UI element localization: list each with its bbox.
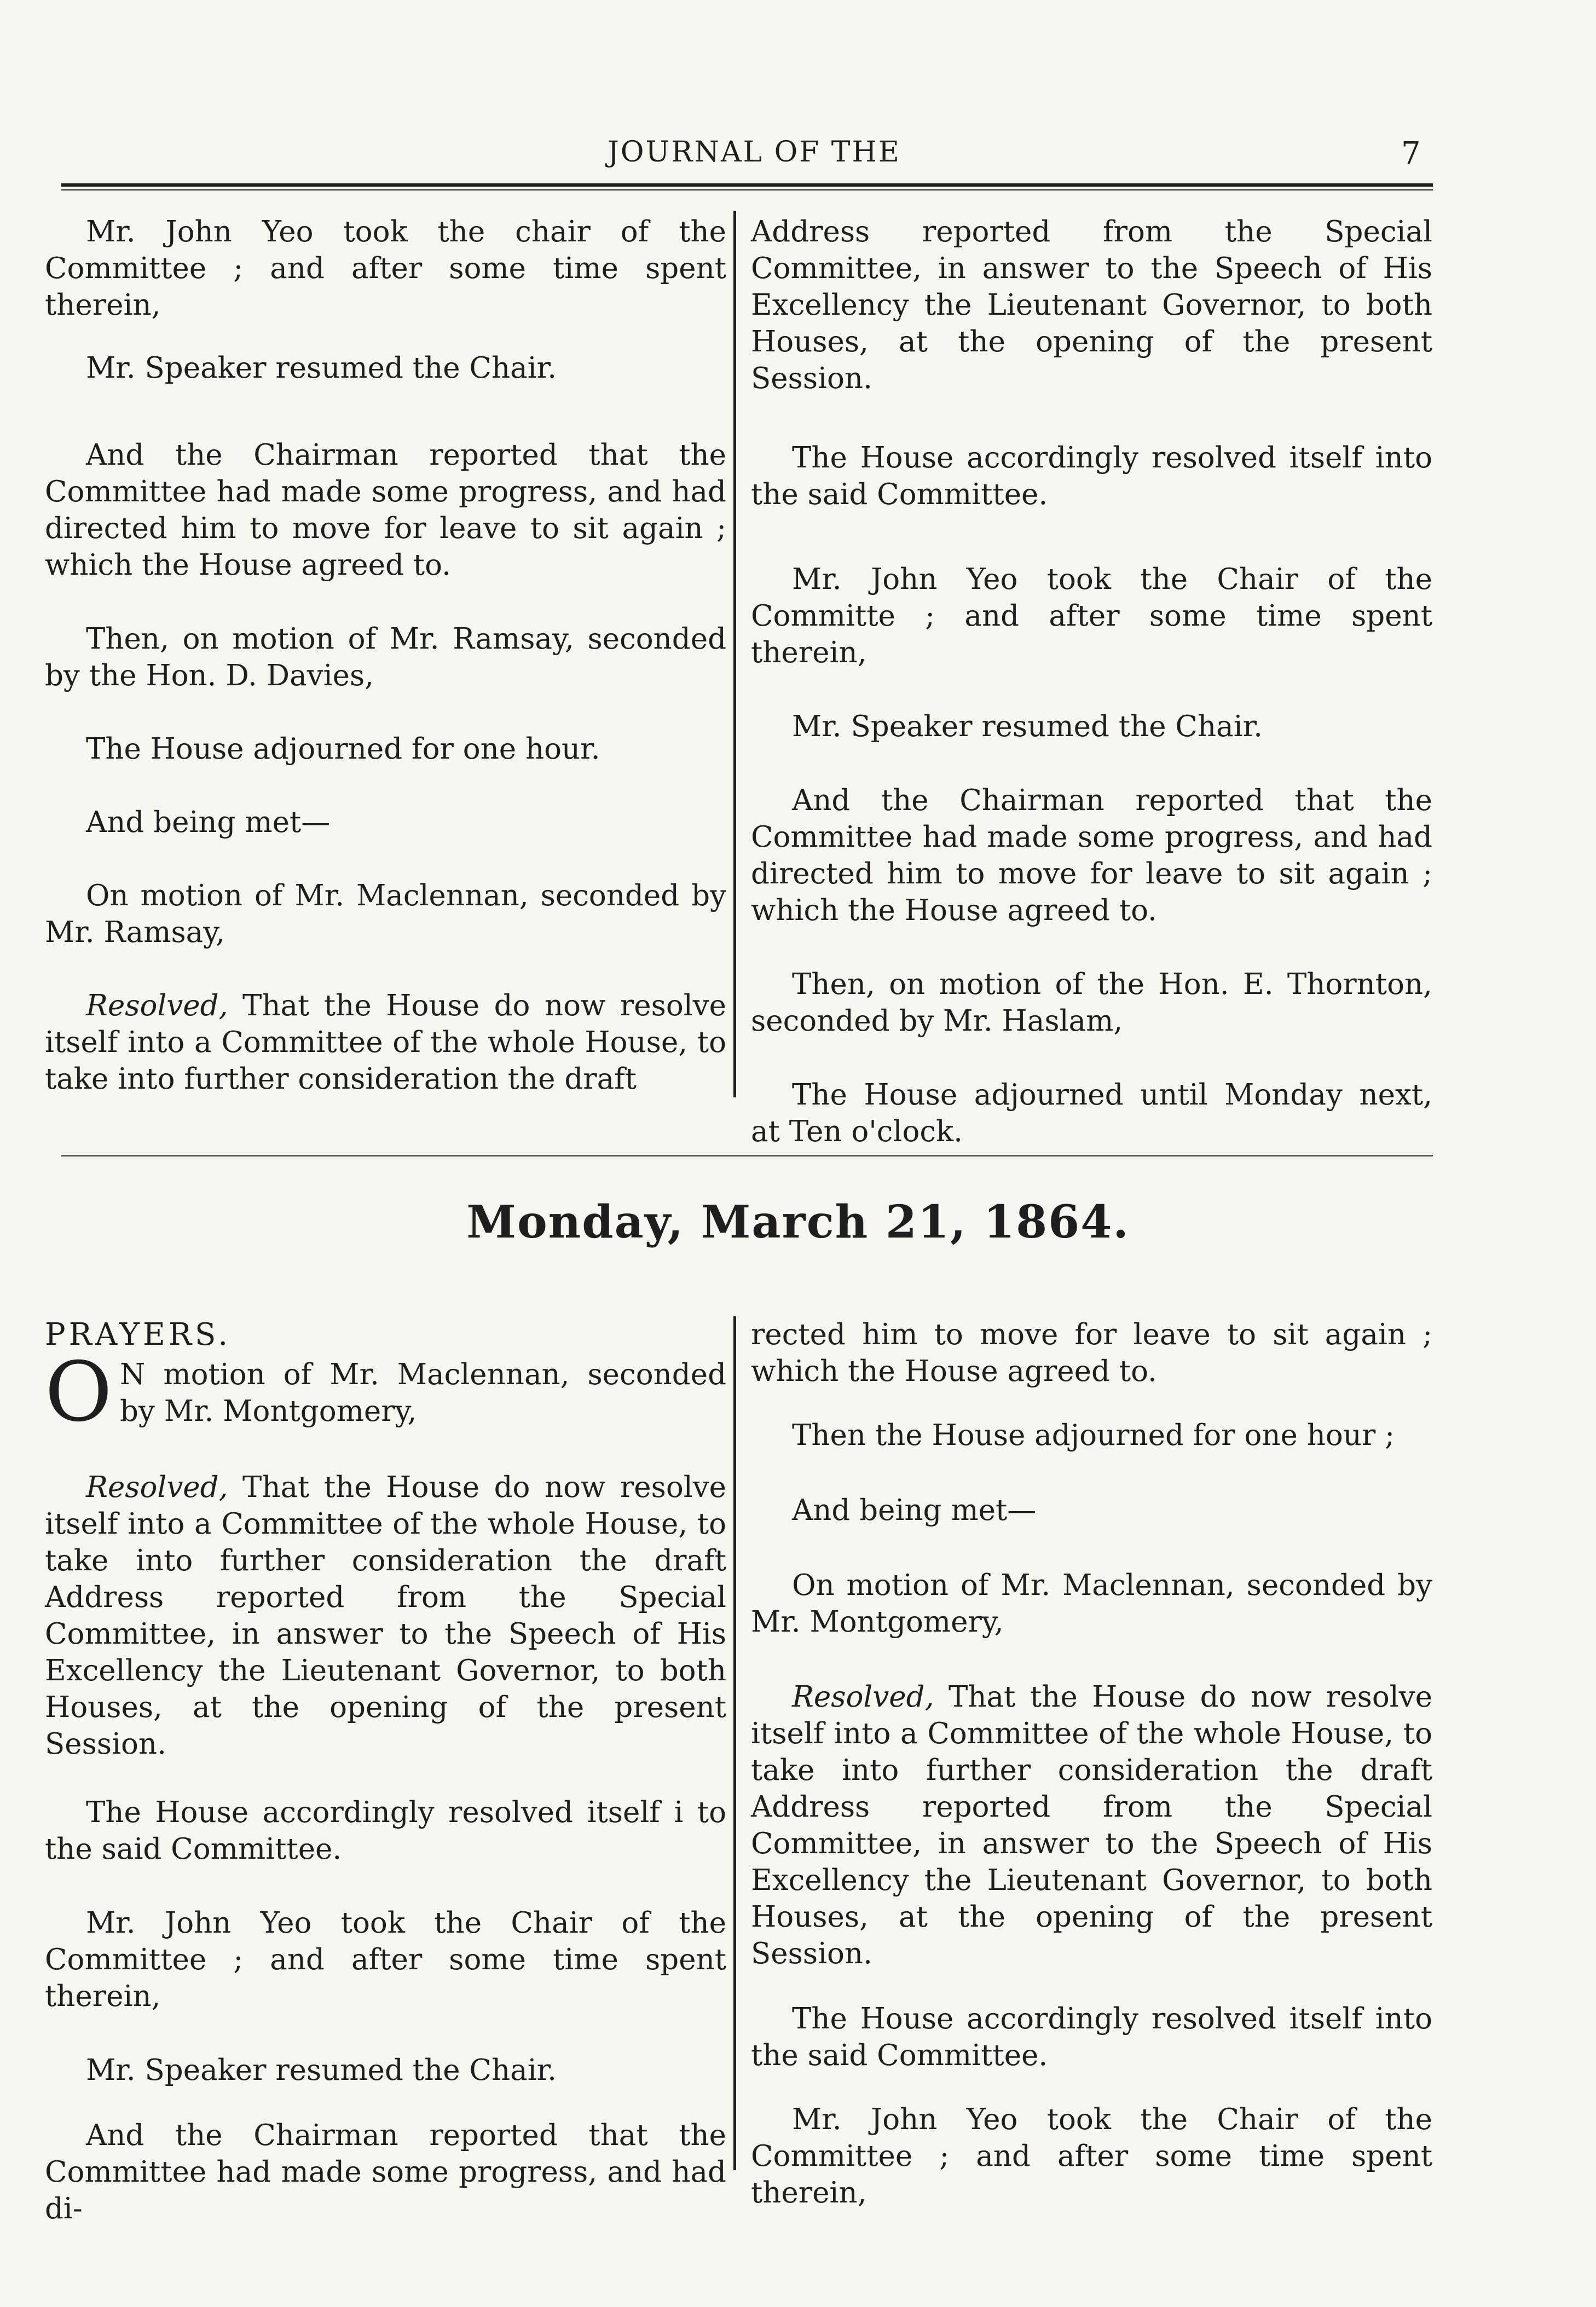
paragraph: Mr. Speaker resumed the Chair. — [86, 2054, 557, 2087]
resolved-lead: Resolved, — [792, 1680, 934, 1714]
paragraph: The House adjourned until Monday next, at Ten o'clock. — [751, 1078, 1432, 1148]
paragraph: The House accordingly resolved itself into the said Committee. — [751, 441, 1432, 511]
running-title: JOURNAL OF THE — [608, 136, 901, 169]
prayers-heading: PRAYERS. — [45, 1317, 232, 1352]
paragraph: Mr. John Yeo took the Chair of the Committee ; and after some time spent therein, — [751, 2103, 1432, 2210]
section2-right-column — [751, 1316, 1432, 2210]
resolved-lead: Resolved, — [86, 989, 228, 1022]
paragraph: And being met— — [86, 806, 331, 839]
paragraph: Mr. John Yeo took the Chair of the Committee ; and after some time spent therein, — [45, 1906, 726, 2013]
drop-cap: O — [45, 1345, 112, 1440]
paragraph: And being met— — [792, 1494, 1037, 1527]
page-header — [0, 136, 1596, 180]
paragraph: Then, on motion of Mr. Ramsay, seconded by the Hon. D. Davies, — [45, 622, 726, 692]
resolved-text: That the House do now resolve itself into a Committee of the whole House, to take into further consideration the draft Address reported from the Special Committee, in answer to the Speech of His Excellency the Lieutenant Governor, to both Houses, at the opening of the present Session. — [751, 1680, 1432, 1970]
paragraph: Then, on motion of the Hon. E. Thornton, seconded by Mr. Haslam, — [751, 968, 1432, 1038]
section-divider-rule — [61, 1155, 1433, 1157]
resolved-text: That the House do now resolve itself into a Committee of the whole House, to take into further consideration the draft Address reported from the Special Committee, in answer to the Speech of His Excellency the Lieutenant Governor, to both Houses, at the opening of the present Session. — [45, 1471, 726, 1761]
paragraph: Address reported from the Special Committee, in answer to the Speech of His Excellency the Lieutenant Governor, to both Houses, at the opening of the present Session. — [751, 215, 1432, 395]
resolved-text: That the House do now resolve itself into a Committee of the whole House, to take into further consideration the draft — [45, 989, 726, 1096]
paragraph: And the Chairman reported that the Committee had made some progress, and had directed him to move for leave to sit again ; which the House agreed to. — [45, 438, 726, 582]
paragraph: And the Chairman reported that the Committee had made some progress, and had di- — [45, 2119, 726, 2225]
paragraph: On motion of Mr. Maclennan, seconded by Mr. Ramsay, — [45, 879, 726, 949]
paragraph: The House adjourned for one hour. — [86, 732, 600, 766]
page-number: 7 — [1401, 136, 1421, 171]
paragraph: Mr. John Yeo took the Chair of the Committe ; and after some time spent therein, — [751, 563, 1432, 669]
paragraph: And the Chairman reported that the Committee had made some progress, and had directed him to move for leave to sit again ; which the House agreed to. — [751, 784, 1432, 927]
resolution-paragraph — [45, 987, 726, 1097]
paragraph: The House accordingly resolved itself into the said Committee. — [751, 2002, 1432, 2072]
date-heading: Monday, March 21, 1864. — [466, 1196, 1130, 1248]
paragraph: rected him to move for leave to sit again ; which the House agreed to. — [751, 1318, 1432, 1388]
resolution-paragraph — [45, 1469, 726, 1762]
column-divider — [733, 1316, 736, 2170]
resolution-paragraph — [751, 1679, 1432, 1972]
section1-left-column — [45, 213, 726, 1100]
resolved-lead: Resolved, — [86, 1471, 228, 1504]
section1-right-column — [751, 213, 1432, 1148]
paragraph-text: N motion of Mr. Maclennan, seconded by Mr. Montgomery, — [119, 1358, 726, 1428]
paragraph: Then the House adjourned for one hour ; — [792, 1419, 1395, 1452]
column-divider — [733, 211, 736, 1097]
paragraph: On motion of Mr. Maclennan, seconded by Mr. Montgomery, — [751, 1569, 1432, 1639]
section2-left-column — [45, 1316, 726, 2225]
paragraph: The House accordingly resolved itself i to the said Committee. — [45, 1796, 726, 1866]
opening-paragraph — [45, 1345, 726, 1440]
paragraph: Mr. John Yeo took the chair of the Committee ; and after some time spent therein, — [45, 215, 726, 322]
header-rule-thin — [61, 189, 1433, 190]
header-rule-thick — [61, 183, 1433, 187]
paragraph: Mr. Speaker resumed the Chair. — [86, 351, 557, 385]
paragraph: Mr. Speaker resumed the Chair. — [792, 710, 1263, 743]
